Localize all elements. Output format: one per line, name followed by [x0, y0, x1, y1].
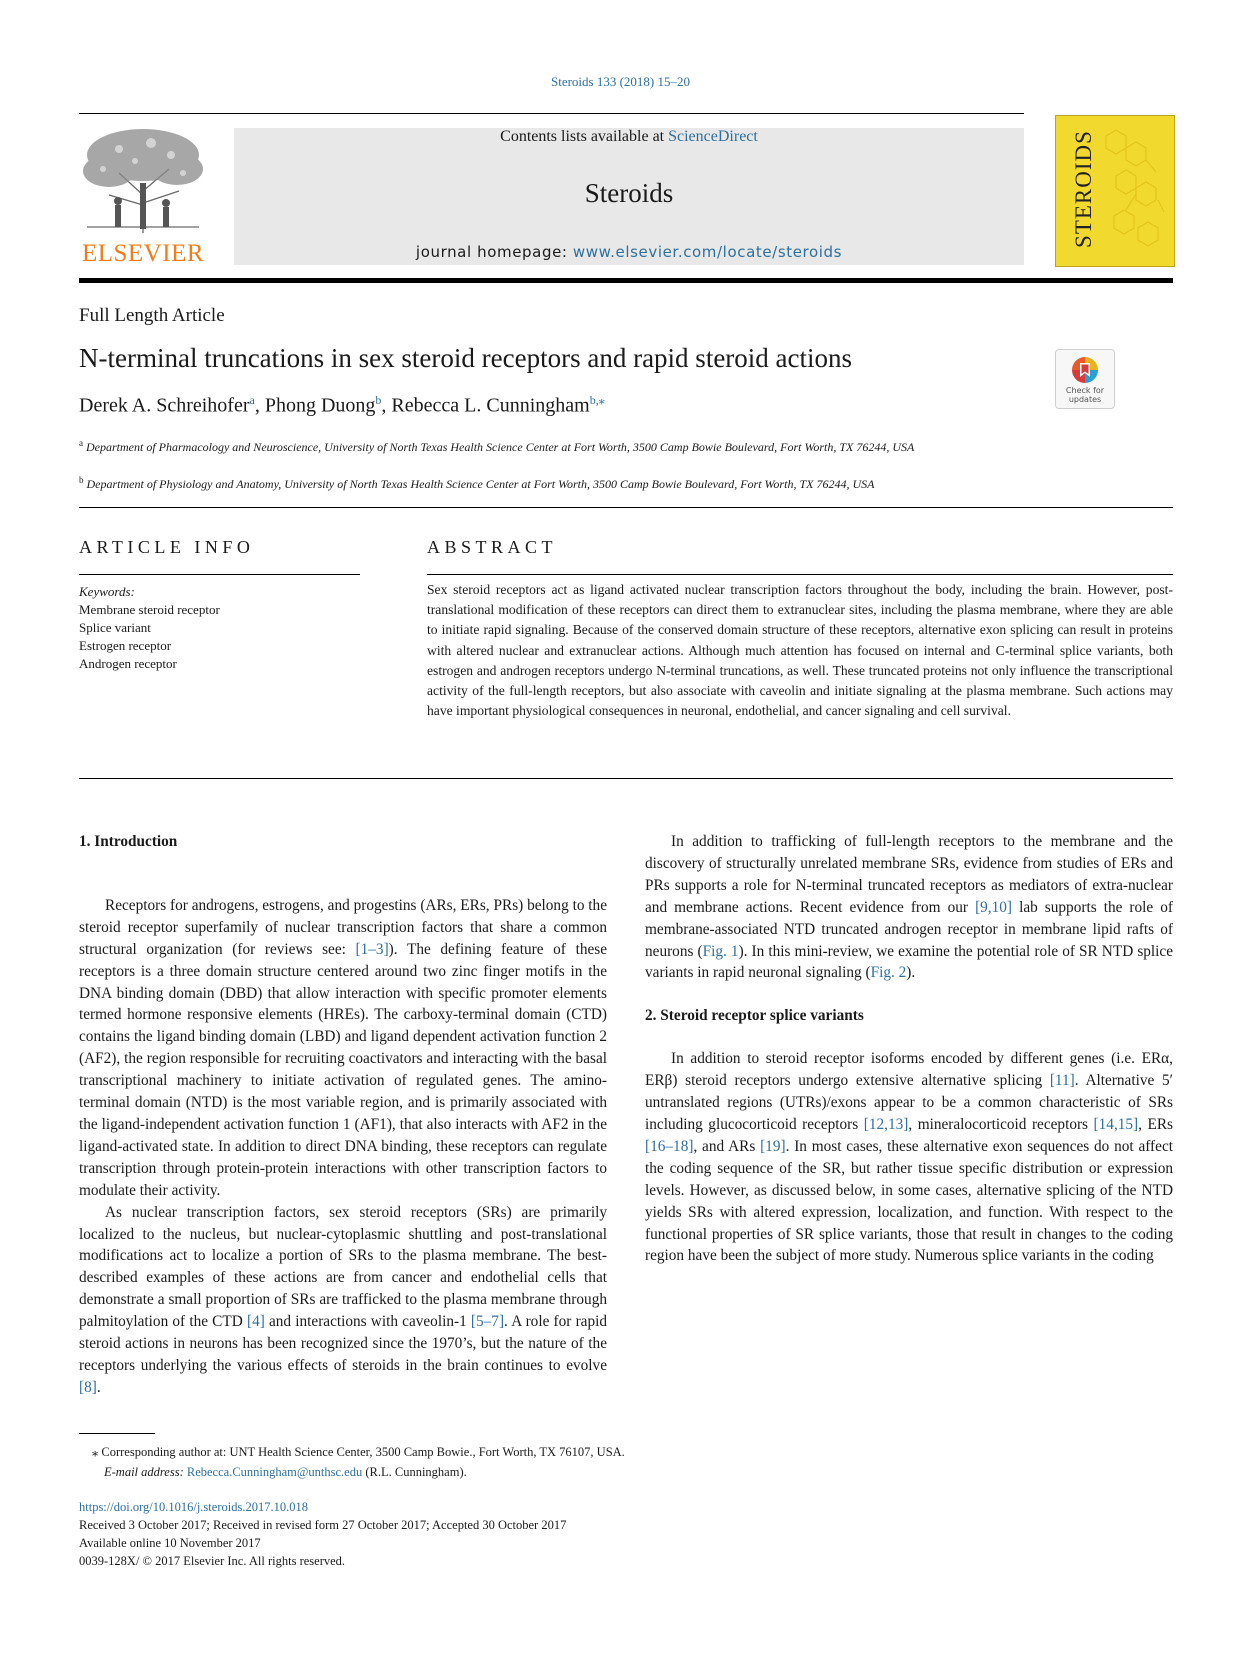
section-heading-introduction: 1. Introduction — [79, 833, 178, 850]
paragraph-text: In addition to steroid receptor isoforms encoded by different genes (i.e. ERα, ERβ) steroid receptors undergo extensive alternative splicing — [645, 1050, 1173, 1090]
contents-available-line — [234, 128, 1024, 146]
paragraph-text: As nuclear transcription factors, sex steroid receptors (SRs) are primarily localized to the nucleus, but nuclear-cytoplasmic shuttling and post-translational modifications act to localize a portion of SRs to the plasma membrane. The best-described examples of these actions are from cancer and endothelial cells that demonstrate a small proportion of SRs are trafficked to the plasma membrane through palmitoylation of the CTD — [79, 1203, 607, 1331]
keyword-item: Estrogen receptor — [79, 638, 172, 653]
keywords-label: Keywords: — [79, 584, 135, 599]
reference-link[interactable]: [1–3] — [355, 940, 389, 958]
paragraph — [79, 895, 607, 1202]
affiliation-marker: a — [79, 438, 83, 448]
reference-link[interactable]: [14,15] — [1093, 1115, 1139, 1133]
paragraph-text: In addition to trafficking of full-length receptors to the membrane and the discovery of structurally unrelated membrane SRs, evidence from studies of ERs and PRs supports a role for N-terminal truncated receptors as mediators of extra-nuclear and membrane actions. Recent evidence from our — [645, 833, 1173, 916]
paragraph-text: . In most cases, these alternative exon sequences do not affect the coding sequence of the SR, but rather tissue specific distribution or expression levels. However, as discussed below, in some cases, alternative splicing of the NTD yields SRs with altered expression, localization, and function. With respect to the functional properties of SR splice variants, those that result in changes to the coding region have been the subject of more study. Numerous splice variants in the coding — [645, 1137, 1173, 1265]
reference-link[interactable]: [4] — [246, 1313, 265, 1331]
article-title: N-terminal truncations in sex steroid receptors and rapid steroid actions — [79, 343, 853, 373]
keyword-item: Androgen receptor — [79, 656, 177, 671]
paragraph-text: and interactions with caveolin-1 — [264, 1313, 471, 1331]
author-separator: , — [254, 394, 265, 417]
copyright: 0039-128X/ © 2017 Elsevier Inc. All rights reserved. — [79, 1554, 346, 1568]
sciencedirect-link[interactable]: ScienceDirect — [668, 128, 758, 145]
contents-prefix: Contents lists available at — [500, 128, 669, 145]
paragraph-text: . Alternative 5′ untranslated regions (UTRs)/exons appear to be a common characteristic of SRs including glucocorticoid receptors — [645, 1072, 1173, 1133]
affiliation-b — [79, 471, 1039, 493]
reference-link[interactable]: [19] — [760, 1137, 786, 1155]
reference-link[interactable]: [12,13] — [863, 1115, 909, 1133]
publisher-name: ELSEVIER — [81, 240, 205, 267]
keyword-item: Membrane steroid receptor — [79, 602, 220, 617]
masthead-thick-rule — [79, 278, 1173, 283]
reference-link[interactable]: [9,10] — [975, 898, 1013, 916]
check-for-updates-button[interactable] — [1055, 349, 1115, 409]
journal-name: Steroids — [584, 178, 674, 208]
elsevier-tree-icon — [79, 125, 207, 237]
figure-link[interactable]: Fig. 1 — [702, 942, 739, 960]
author-name[interactable]: Phong Duong — [264, 394, 376, 417]
author-affiliation-marker[interactable]: a — [249, 393, 255, 407]
body-column-left — [79, 831, 607, 1399]
body-column-right — [645, 831, 1173, 1267]
article-info-rule — [79, 574, 360, 575]
keywords-block — [79, 583, 220, 673]
reference-link[interactable]: [11] — [1049, 1072, 1075, 1090]
article-type: Full Length Article — [79, 305, 225, 326]
journal-homepage-link[interactable]: www.elsevier.com/locate/steroids — [572, 243, 843, 261]
corresponding-author-note: ⁎ Corresponding author at: UNT Health Science Center, 3500 Camp Bowie., Fort Worth, TX 76107, USA. — [92, 1445, 625, 1459]
affiliation-text: Department of Physiology and Anatomy, University of North Texas Health Science Center at Fort Worth, 3500 Camp Bowie Boulevard, Fort Worth, TX 76244, USA — [86, 477, 875, 491]
footnote-rule — [79, 1433, 155, 1434]
paragraph-text: lab supports the role of membrane-associated NTD truncated androgen receptor in membrane lipid rafts of neurons ( — [645, 898, 1173, 960]
author-list — [79, 393, 605, 418]
reference-link[interactable]: [5–7] — [470, 1313, 505, 1331]
affiliation-marker: b — [79, 475, 84, 485]
email-note — [92, 1462, 625, 1482]
paragraph-text: , mineralocorticoid receptors — [908, 1115, 1094, 1133]
paragraph — [79, 1202, 607, 1399]
check-for-updates-line2: updates — [1068, 395, 1102, 404]
paragraph — [645, 1048, 1173, 1267]
footnotes — [92, 1442, 625, 1482]
paragraph-text: ). In this mini-review, we examine the potential role of SR NTD splice variants in rapid neuronal signaling ( — [645, 942, 1173, 982]
article-info-heading: ARTICLE INFO — [79, 537, 255, 557]
author-affiliation-marker[interactable]: b,⁎ — [589, 393, 605, 407]
author-affiliation-marker[interactable]: b — [375, 393, 382, 407]
journal-cover[interactable] — [1055, 115, 1175, 267]
figure-link[interactable]: Fig. 2 — [870, 964, 907, 982]
paragraph-text: , and ARs — [693, 1137, 761, 1155]
keyword-item: Splice variant — [79, 620, 151, 635]
paragraph-text: ). The defining feature of these receptors is a three domain structure centered around two zinc finger motifs in the DNA binding domain (DBD) that allow interaction with specific promoter elements termed hormone responsive elements (HREs). The carboxy-terminal domain (CTD) contains the ligand binding domain (LBD) and ligand dependent activation function 2 (AF2), the region responsible for recruiting coactivators and interacting with the basal transcriptional machinery to initiate activation of regulated genes. The amino-terminal domain (NTD) is the most variable region, and is primarily associated with the ligand-independent activation function 1 (AF1), that also interacts with AF2 in the ligand-activated state. In addition to direct DNA binding, these receptors can regulate transcription through protein-protein interactions with other transcription factors to modulate their activity. — [79, 940, 607, 1199]
affiliation-text: Department of Pharmacology and Neuroscience, University of North Texas Health Science Center at Fort Worth, 3500 Camp Bowie Boulevard, Fort Worth, TX 76244, USA — [86, 440, 915, 454]
abstract-text: Sex steroid receptors act as ligand activated nuclear transcription factors throughout the body, including the brain. However, post-translational modification of these receptors can direct them to extranuclear sites, including the plasma membrane, where they are able to initiate rapid signaling. Because of the conserved domain structure of these receptors, alternative exon splicing can result in proteins with altered nuclear and extranuclear actions. Although much attention has focused on internal and C-terminal splice variants, both estrogen and androgen receptors undergo N-terminal truncations, as well. These truncated proteins not only influence the transcriptional activity of the full-length receptors, but also associate with caveolin and initiate signaling at the plasma membrane. Such actions may have important physiological consequences in neuronal, endothelial, and cancer signaling and cell survival. — [427, 582, 1173, 719]
available-online: Available online 10 November 2017 — [79, 1536, 261, 1550]
author-name[interactable]: Rebecca L. Cunningham — [391, 394, 590, 417]
paragraph-text: ). — [906, 964, 916, 982]
section-heading-splice-variants: 2. Steroid receptor splice variants — [645, 1007, 864, 1025]
check-for-updates-label — [1056, 386, 1114, 404]
check-for-updates-line1: Check for — [1065, 386, 1105, 395]
abstract-rule — [427, 574, 1173, 575]
reference-link[interactable]: [8] — [79, 1378, 97, 1396]
author-separator: , — [381, 394, 392, 417]
paragraph-text: . A role for rapid steroid actions in neurons has been recognized since the 1970’s, but the nature of the receptors underlying the various effects of steroids in the brain continues to evolve — [79, 1313, 607, 1374]
check-for-updates-icon — [1070, 355, 1100, 385]
reference-link[interactable]: [16–18] — [645, 1137, 694, 1155]
elsevier-logo — [79, 125, 207, 267]
header-rule — [79, 113, 1024, 114]
email-suffix: (R.L. Cunningham). — [362, 1465, 467, 1479]
publication-info — [79, 1498, 566, 1570]
doi-link[interactable]: https://doi.org/10.1016/j.steroids.2017.10.018 — [79, 1500, 308, 1514]
paragraph-text: , ERs — [1138, 1115, 1173, 1133]
abstract-heading: ABSTRACT — [427, 537, 558, 557]
section-rule — [79, 507, 1173, 508]
homepage-prefix: journal homepage: — [415, 243, 573, 261]
journal-masthead — [234, 128, 1024, 265]
paragraph-text: Receptors for androgens, estrogens, and progestins (ARs, ERs, PRs) belong to the steroid receptor superfamily of nuclear transcription factors that share a common structural organization (for reviews see: — [79, 896, 607, 958]
journal-citation[interactable]: Steroids 133 (2018) 15–20 — [550, 74, 691, 89]
cover-journal-word: STEROIDS — [1071, 130, 1096, 248]
received-dates: Received 3 October 2017; Received in revised form 27 October 2017; Accepted 30 October 2017 — [79, 1518, 567, 1532]
paragraph-text: . — [96, 1378, 101, 1396]
email-label: E-mail address: — [104, 1465, 187, 1479]
author-name[interactable]: Derek A. Schreihofer — [79, 394, 250, 417]
email-link[interactable]: Rebecca.Cunningham@unthsc.edu — [186, 1465, 363, 1479]
section-rule — [79, 778, 1173, 779]
affiliation-a — [79, 434, 1039, 456]
journal-homepage-line — [234, 243, 1024, 261]
paragraph — [645, 831, 1173, 984]
